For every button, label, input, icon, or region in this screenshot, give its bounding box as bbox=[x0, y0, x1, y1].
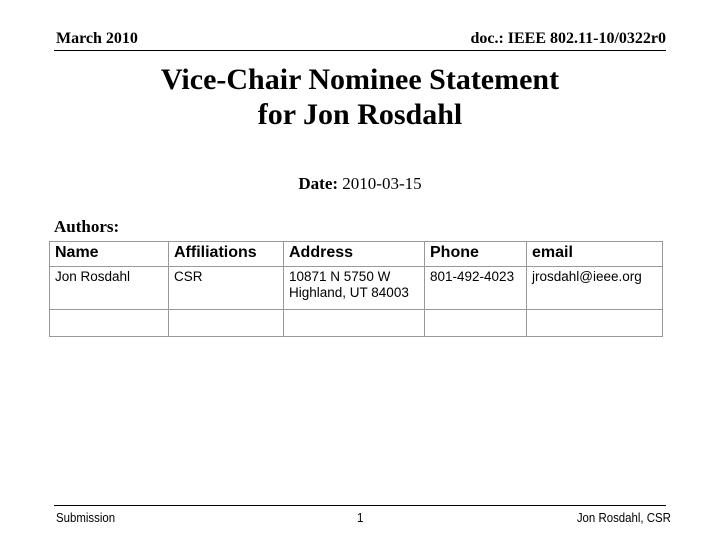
col-email: email bbox=[527, 242, 663, 267]
col-phone: Phone bbox=[425, 242, 527, 267]
authors-label: Authors: bbox=[54, 217, 120, 236]
cell-name bbox=[50, 310, 169, 337]
table-row bbox=[50, 267, 663, 310]
date-line bbox=[0, 174, 720, 194]
header-rule bbox=[54, 50, 666, 51]
cell-phone: 801-492-4023 bbox=[425, 267, 527, 310]
address-line-1: 10871 N 5750 W bbox=[289, 269, 391, 284]
cell-email: jrosdahl@ieee.org bbox=[527, 267, 663, 310]
col-affiliations: Affiliations bbox=[169, 242, 284, 267]
cell-email bbox=[527, 310, 663, 337]
address-line-2: Highland, UT 84003 bbox=[289, 285, 409, 300]
header-doc-number: doc.: IEEE 802.11-10/0322r0 bbox=[470, 30, 666, 47]
slide-title bbox=[0, 62, 720, 132]
footer-submission: Submission bbox=[56, 510, 116, 525]
authors-table bbox=[49, 241, 663, 337]
cell-affiliation: CSR bbox=[169, 267, 284, 310]
date-label: Date: bbox=[298, 174, 339, 193]
cell-address bbox=[284, 267, 425, 310]
cell-affiliation bbox=[169, 310, 284, 337]
cell-phone bbox=[425, 310, 527, 337]
footer-page-number: 1 bbox=[357, 510, 364, 525]
footer-author: Jon Rosdahl, CSR bbox=[576, 510, 671, 525]
authors-table-header bbox=[50, 242, 663, 267]
date-value: 2010-03-15 bbox=[342, 174, 422, 193]
table-row bbox=[50, 310, 663, 337]
footer-rule bbox=[54, 505, 666, 506]
header-date: March 2010 bbox=[56, 30, 138, 47]
title-line-2: for Jon Rosdahl bbox=[257, 98, 463, 131]
col-name: Name bbox=[50, 242, 169, 267]
col-address: Address bbox=[284, 242, 425, 267]
cell-name: Jon Rosdahl bbox=[50, 267, 169, 310]
title-line-1: Vice-Chair Nominee Statement bbox=[160, 63, 560, 96]
cell-address bbox=[284, 310, 425, 337]
